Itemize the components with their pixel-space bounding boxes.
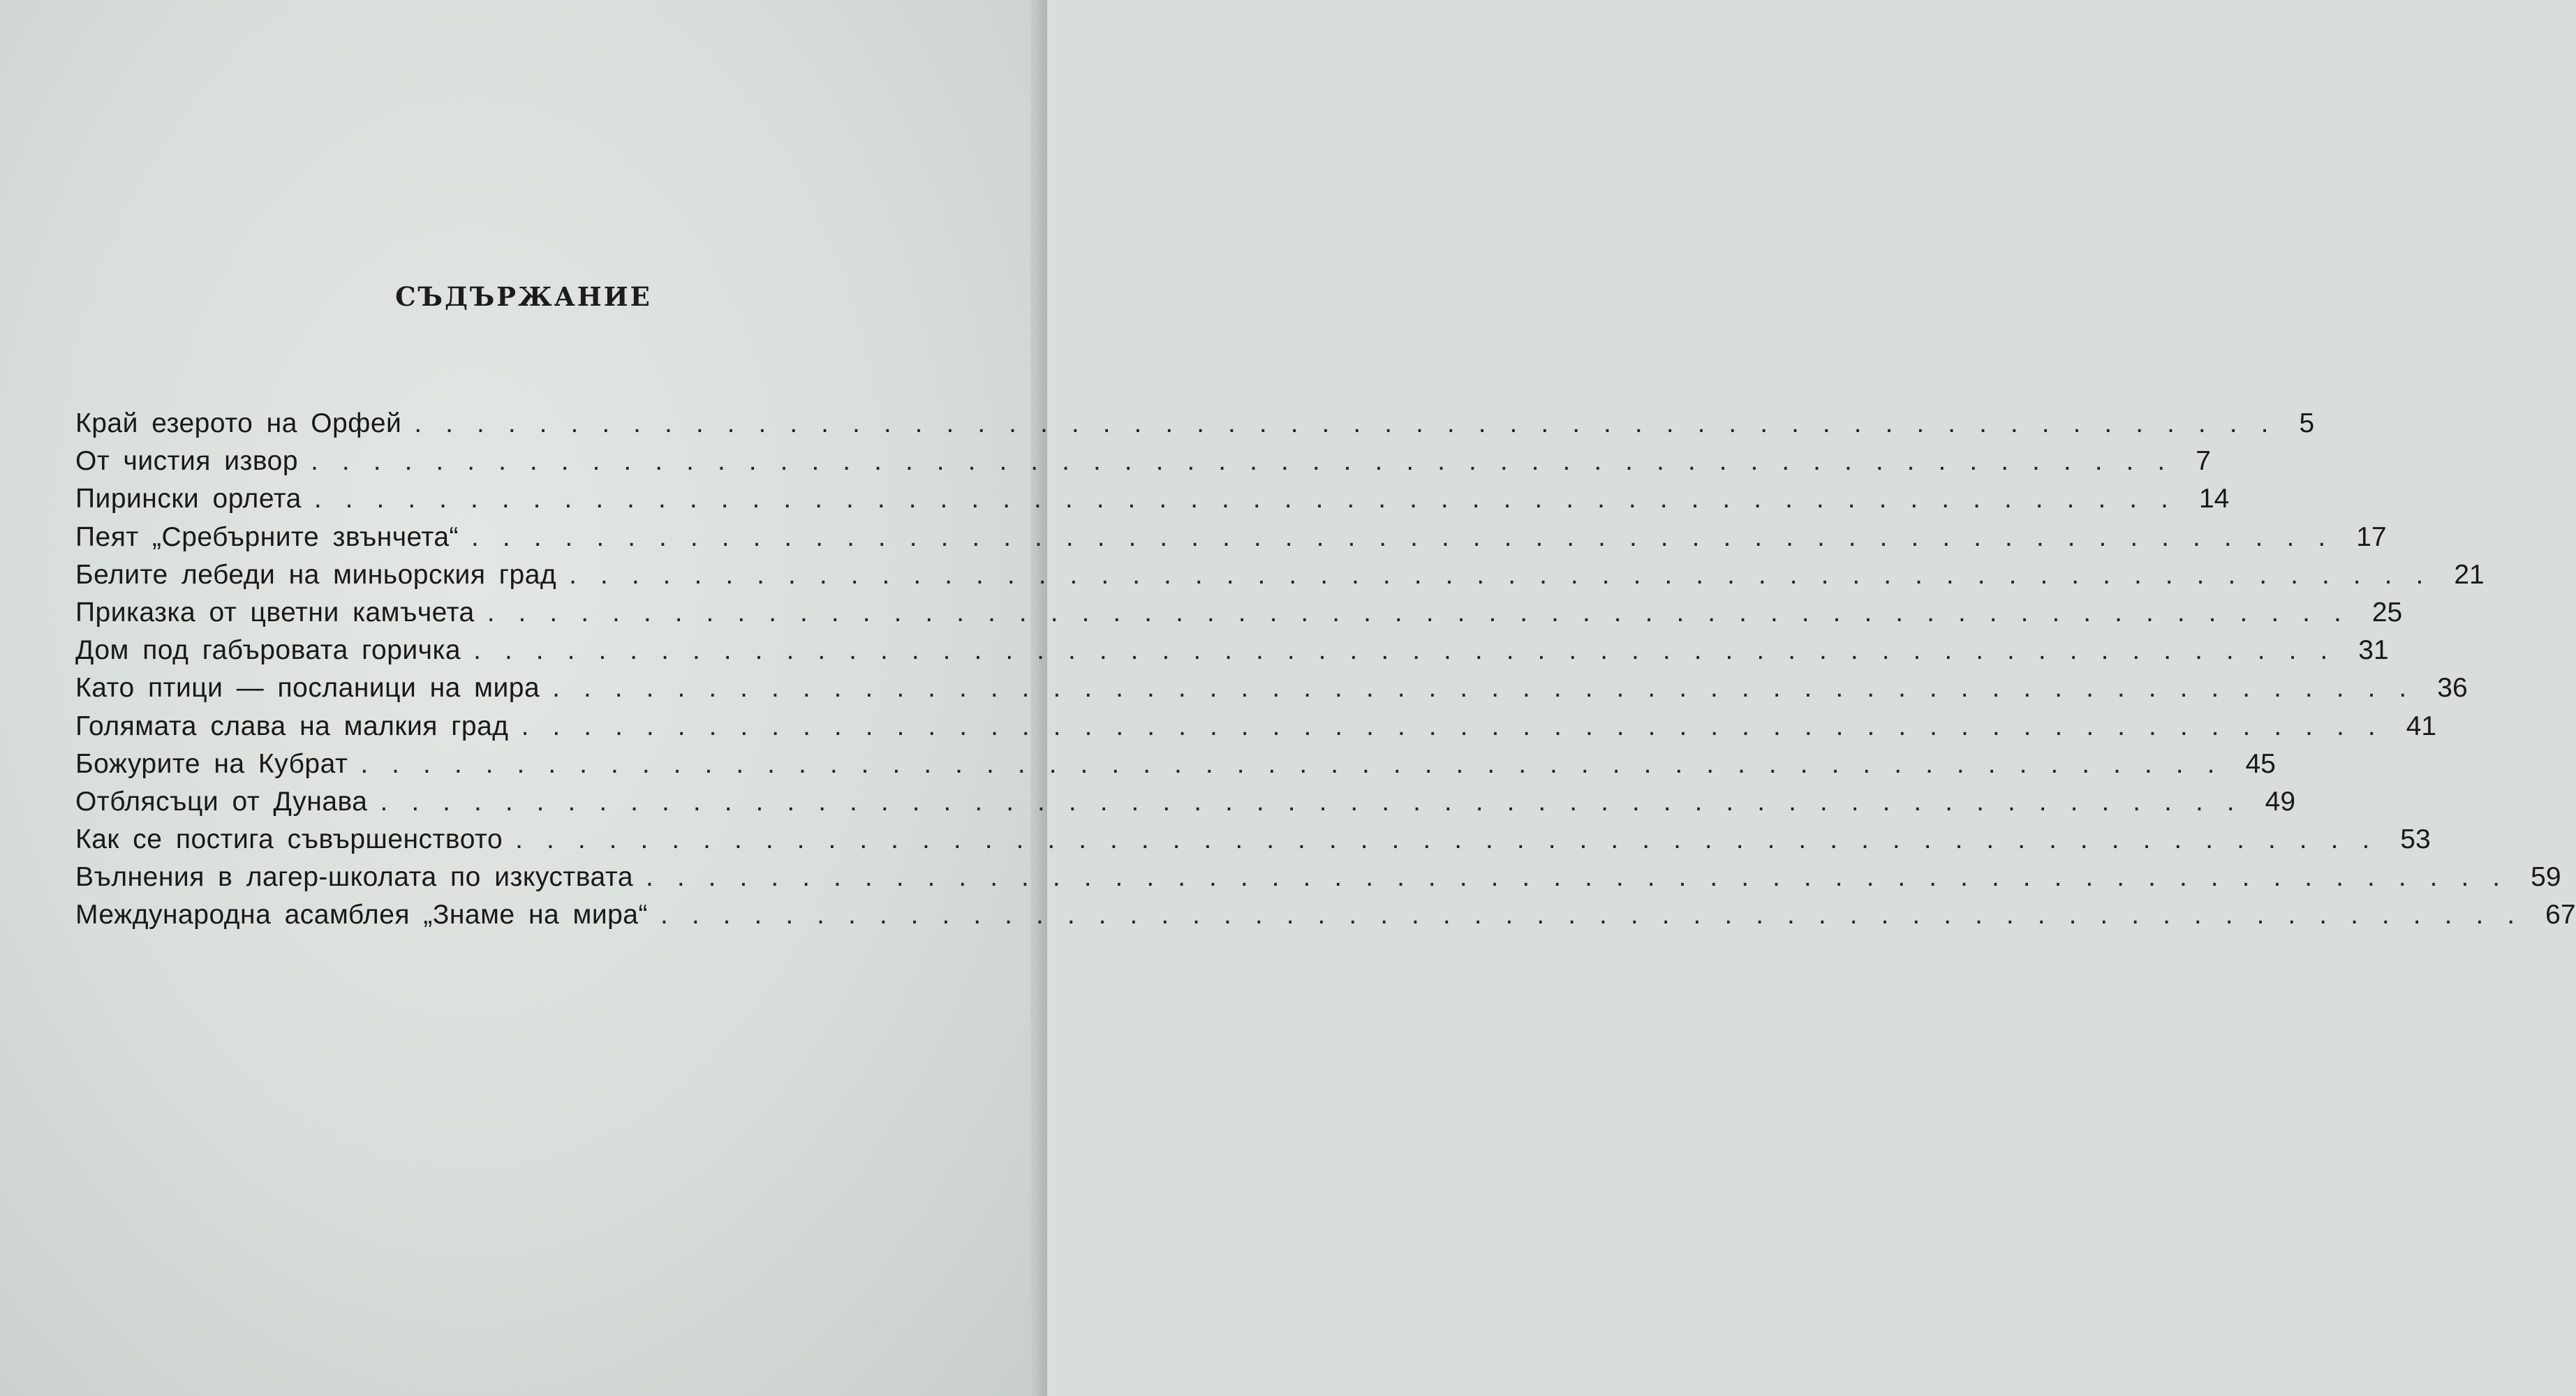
toc-entry-title: Международна асамблея „Знаме на мира“ — [75, 900, 648, 930]
toc-entry-page: 21 — [2454, 559, 2485, 590]
dot-leader: ............................................................ — [552, 673, 2431, 704]
dot-leader: ............................................................ — [414, 408, 2293, 438]
toc-entry-page: 25 — [2371, 597, 2403, 628]
toc-entry — [75, 484, 2230, 521]
toc-entry-title: Приказка от цветни камъчета — [75, 597, 475, 628]
toc-entry-page: 49 — [2265, 786, 2296, 817]
toc-entry — [75, 597, 2403, 635]
toc-entry-title: Дом под габъровата горичка — [75, 635, 461, 666]
dot-leader: ............................................................ — [473, 635, 2352, 666]
dot-leader: ............................................................ — [313, 484, 2192, 514]
contents-heading: СЪДЪРЖАНИЕ — [395, 281, 652, 312]
toc-entry-title: Пирински орлета — [75, 484, 302, 514]
toc-entry-page: 14 — [2198, 484, 2230, 514]
toc-entry-page: 67 — [2545, 900, 2576, 930]
dot-leader: ............................................................ — [569, 559, 2448, 590]
table-of-contents — [75, 408, 2576, 938]
dot-leader: ............................................................ — [360, 748, 2239, 779]
toc-entry-page: 41 — [2406, 711, 2437, 741]
dot-leader: ............................................................ — [487, 597, 2365, 628]
toc-entry-title: Край езерото на Орфей — [75, 408, 402, 438]
toc-entry — [75, 559, 2485, 597]
toc-entry-title: Голямата слава на малкия град — [75, 711, 509, 741]
toc-entry-page: 31 — [2358, 635, 2389, 666]
toc-entry-title: Белите лебеди на миньорския град — [75, 559, 557, 590]
toc-entry-title: Отблясъци от Дунава — [75, 786, 368, 817]
toc-entry-title: Пеят „Сребърните звънчета“ — [75, 521, 459, 552]
toc-entry — [75, 786, 2296, 824]
toc-entry-page: 45 — [2245, 748, 2276, 779]
toc-entry-page: 7 — [2196, 446, 2211, 477]
toc-entry — [75, 711, 2437, 749]
toc-entry — [75, 900, 2576, 937]
toc-entry — [75, 446, 2211, 484]
dot-leader: ............................................................ — [311, 446, 2189, 477]
dot-leader: ............................................................ — [380, 786, 2258, 817]
toc-entry-page: 5 — [2299, 408, 2315, 438]
dot-leader: ............................................................ — [646, 862, 2524, 893]
toc-entry — [75, 673, 2468, 711]
toc-entry-page: 53 — [2400, 824, 2431, 855]
toc-entry — [75, 748, 2276, 787]
toc-entry-page: 36 — [2437, 673, 2468, 704]
toc-entry-title: Как се постига съвършенството — [75, 824, 503, 855]
toc-entry-page: 59 — [2531, 862, 2561, 893]
toc-entry — [75, 635, 2389, 673]
toc-entry-title: Вълнения в лагер-школата по изкуствата — [75, 862, 634, 893]
toc-entry — [75, 862, 2561, 900]
toc-entry-page: 17 — [2356, 521, 2387, 552]
dot-leader: ............................................................ — [521, 711, 2399, 741]
toc-entry-title: От чистия извор — [75, 446, 299, 477]
toc-entry-title: Като птици — посланици на мира — [75, 673, 540, 704]
dot-leader: ............................................................ — [660, 900, 2539, 930]
toc-entry-title: Божурите на Кубрат — [75, 748, 348, 779]
toc-entry — [75, 824, 2431, 862]
dot-leader: ............................................................ — [515, 824, 2394, 855]
toc-entry — [75, 408, 2315, 446]
toc-entry — [75, 521, 2387, 560]
dot-leader: ............................................................ — [471, 521, 2350, 552]
